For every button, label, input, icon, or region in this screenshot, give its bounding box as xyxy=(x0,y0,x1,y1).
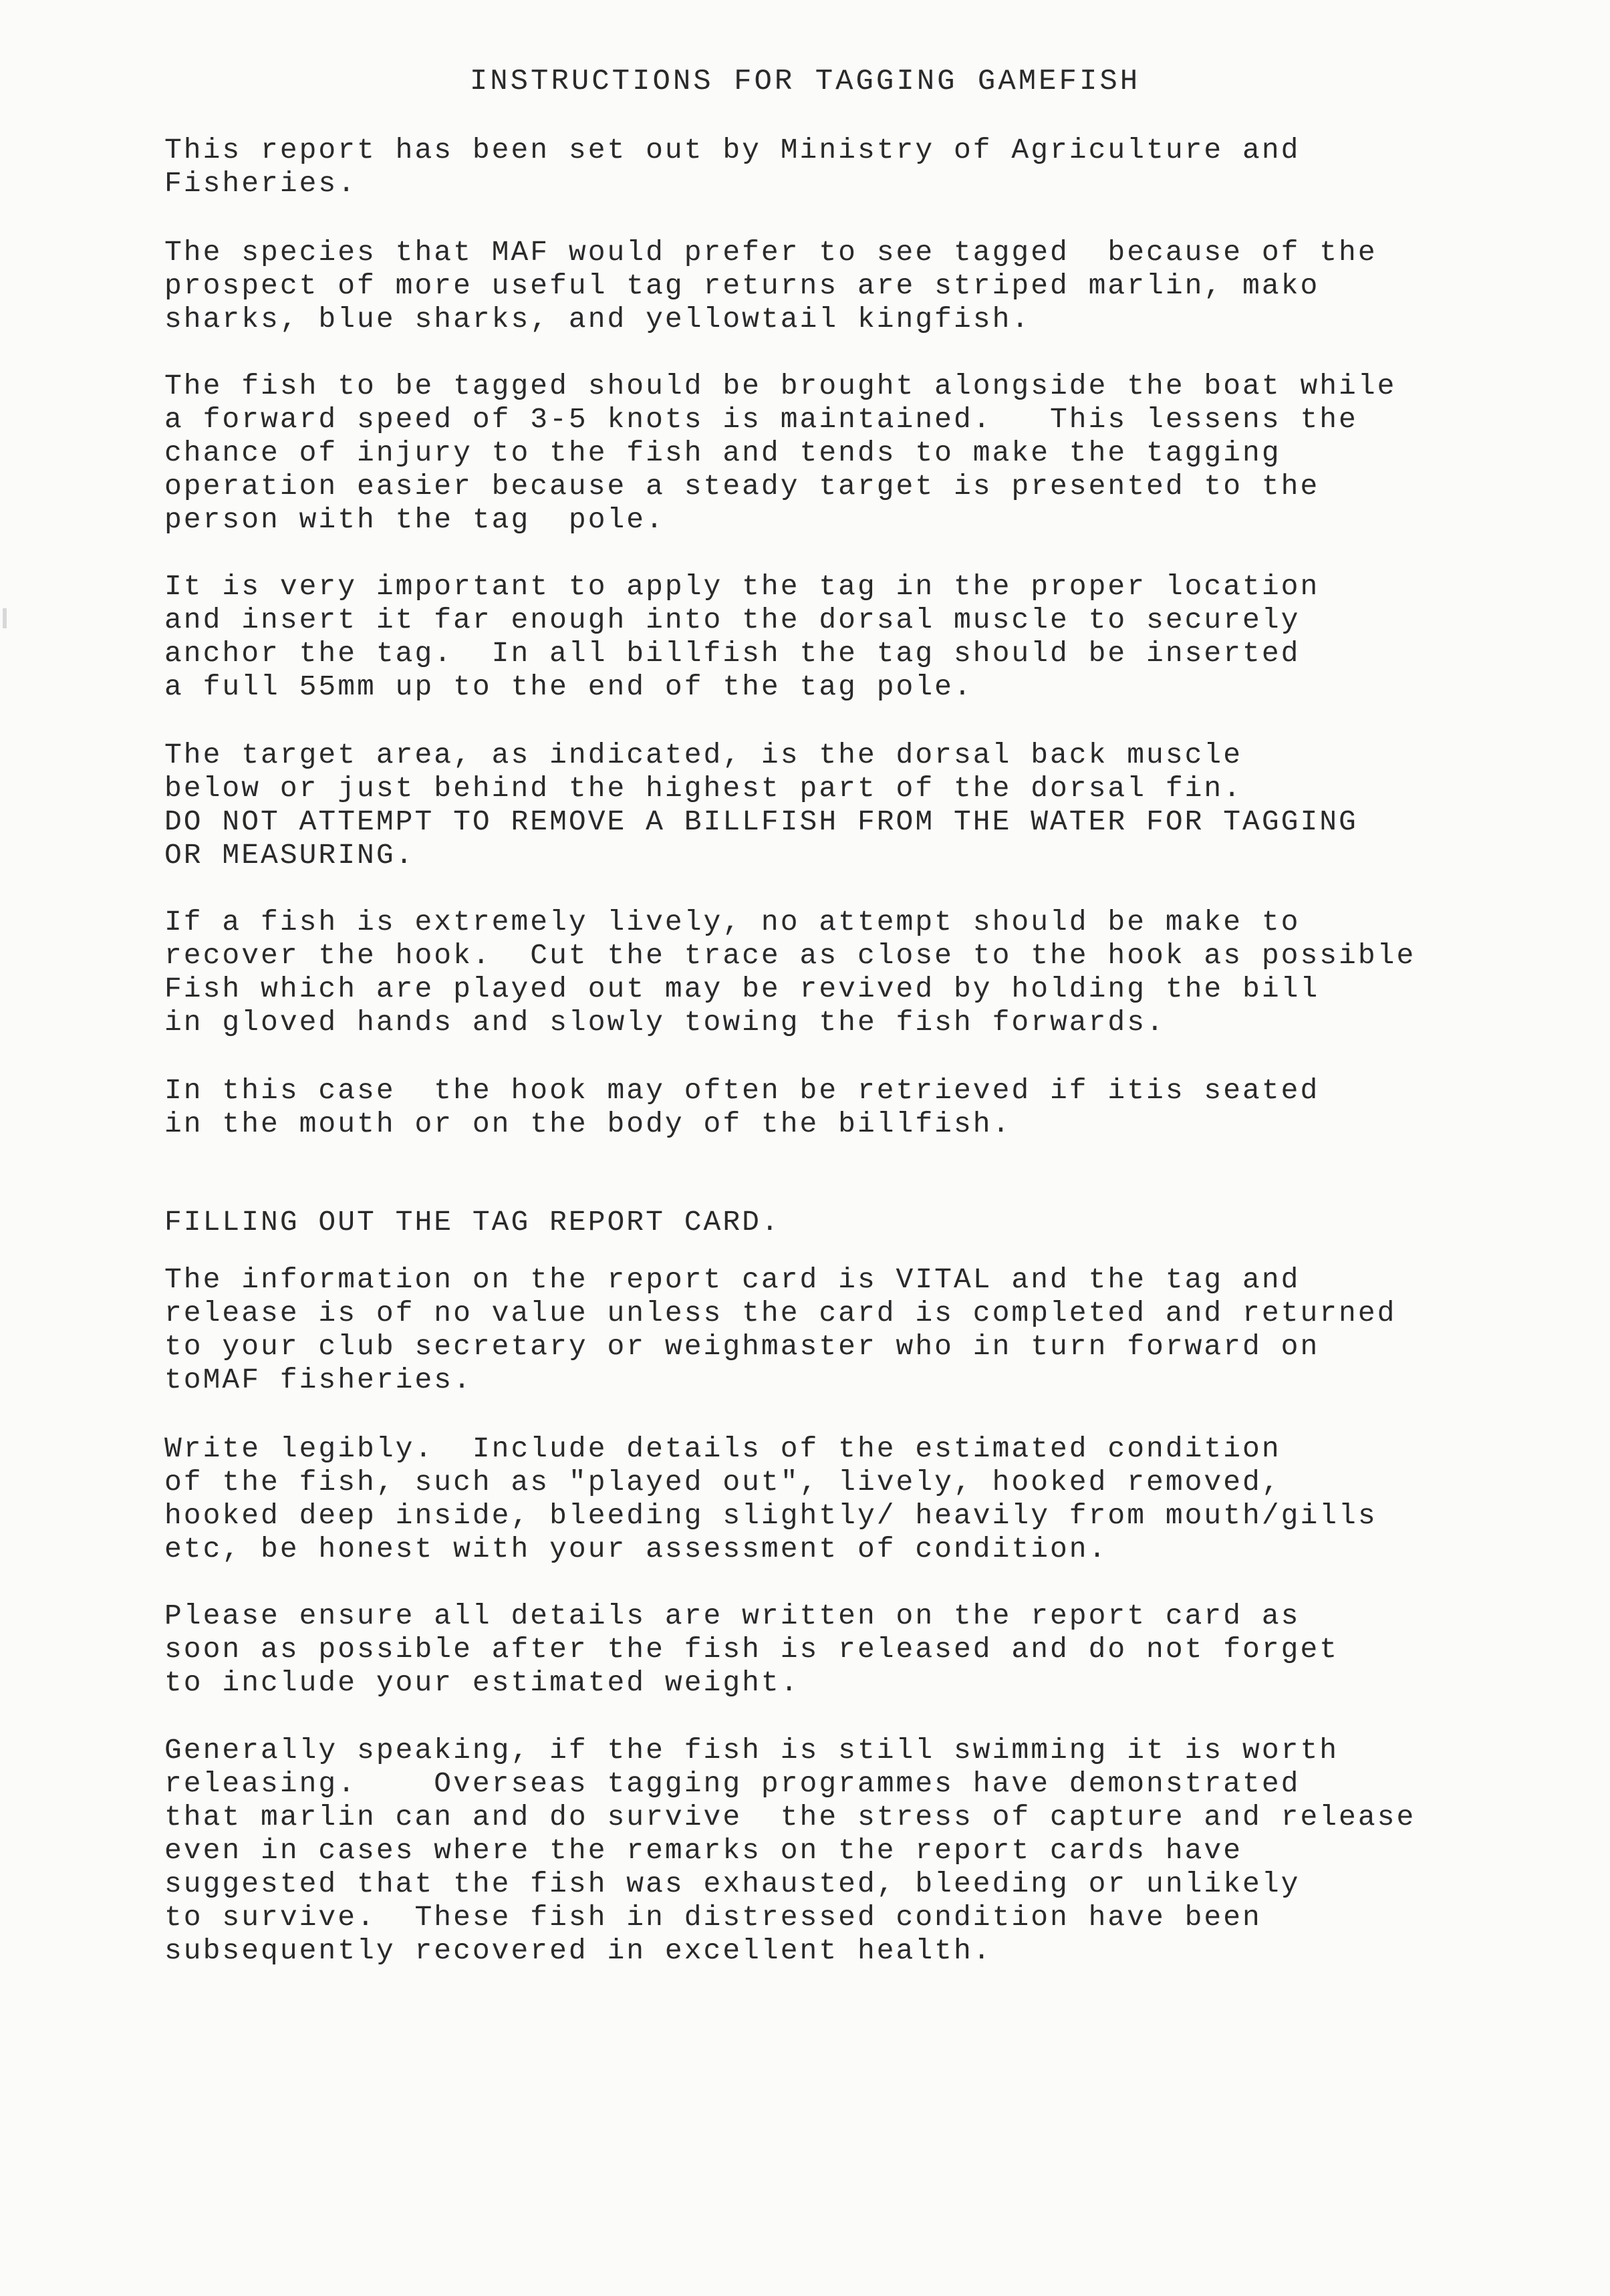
scan-speck xyxy=(3,608,7,628)
text-line: OR MEASURING. xyxy=(164,839,415,872)
text-line: The fish to be tagged should be brought alongside the boat while xyxy=(164,370,1397,402)
text-line: The target area, as indicated, is the dorsal back muscle xyxy=(164,739,1243,771)
text-line: in gloved hands and slowly towing the fish forwards. xyxy=(164,1006,1166,1039)
text-line: sharks, blue sharks, and yellowtail kingfish. xyxy=(164,303,1031,336)
text-line: If a fish is extremely lively, no attempt should be make to xyxy=(164,906,1301,938)
text-line: and insert it far enough into the dorsal muscle to securely xyxy=(164,604,1301,636)
text-line: In this case the hook may often be retrieved if itis seated xyxy=(164,1074,1320,1107)
paragraph-ensure-details xyxy=(164,1600,1501,1700)
text-line: recover the hook. Cut the trace as close to the hook as possible xyxy=(164,939,1416,972)
text-line: Fish which are played out may be revived by holding the bill xyxy=(164,973,1320,1005)
paragraph-boat-speed xyxy=(164,370,1501,537)
paragraph-hook-retrieval xyxy=(164,1074,1501,1141)
text-line: Please ensure all details are written on the report card as xyxy=(164,1600,1301,1632)
text-line: releasing. Overseas tagging programmes have demonstrated xyxy=(164,1767,1301,1800)
text-line: to include your estimated weight. xyxy=(164,1666,800,1699)
paragraph-write-legibly xyxy=(164,1432,1501,1566)
text-line: DO NOT ATTEMPT TO REMOVE A BILLFISH FROM THE WATER FOR TAGGING xyxy=(164,805,1358,838)
text-line: in the mouth or on the body of the billfish. xyxy=(164,1108,1012,1140)
text-line: to survive. These fish in distressed condition have been xyxy=(164,1901,1262,1934)
text-line: hooked deep inside, bleeding slightly/ heavily from mouth/gills xyxy=(164,1499,1377,1532)
paragraph-report-card xyxy=(164,1263,1501,1397)
paragraph-survival xyxy=(164,1734,1501,1968)
text-line: person with the tag pole. xyxy=(164,503,665,536)
text-line: soon as possible after the fish is released and do not forget xyxy=(164,1633,1339,1666)
text-line: below or just behind the highest part of the dorsal fin. xyxy=(164,772,1243,805)
text-line: operation easier because a steady target is presented to the xyxy=(164,470,1320,503)
text-line: anchor the tag. In all billfish the tag should be inserted xyxy=(164,637,1301,670)
text-line: The information on the report card is VITAL and the tag and xyxy=(164,1263,1301,1296)
text-line: prospect of more useful tag returns are striped marlin, mako xyxy=(164,269,1320,302)
text-line: a full 55mm up to the end of the tag pole. xyxy=(164,670,973,703)
text-line: a forward speed of 3-5 knots is maintained. This lessens the xyxy=(164,403,1358,436)
text-line: of the fish, such as "played out", lively, hooked removed, xyxy=(164,1466,1281,1499)
text-line: suggested that the fish was exhausted, bleeding or unlikely xyxy=(164,1868,1301,1900)
paragraph-tag-location xyxy=(164,570,1501,704)
paragraph-intro xyxy=(164,134,1501,201)
text-line: subsequently recovered in excellent health. xyxy=(164,1934,992,1967)
paragraph-target-area xyxy=(164,739,1501,872)
page-title: INSTRUCTIONS FOR TAGGING GAMEFISH xyxy=(469,65,1141,98)
text-line: This report has been set out by Ministry of Agriculture and xyxy=(164,134,1301,166)
text-line: etc, be honest with your assessment of condition. xyxy=(164,1533,1108,1565)
text-line: that marlin can and do survive the stress of capture and release xyxy=(164,1801,1416,1833)
text-line: Generally speaking, if the fish is still swimming it is worth xyxy=(164,1734,1339,1767)
text-line: It is very important to apply the tag in the proper location xyxy=(164,570,1320,603)
paragraph-lively-fish xyxy=(164,906,1501,1039)
text-line: to your club secretary or weighmaster who in turn forward on xyxy=(164,1330,1320,1363)
text-line: Fisheries. xyxy=(164,167,358,200)
text-line: release is of no value unless the card is completed and returned xyxy=(164,1297,1397,1329)
text-line: even in cases where the remarks on the report cards have xyxy=(164,1834,1243,1867)
section-heading: FILLING OUT THE TAG REPORT CARD. xyxy=(164,1206,781,1239)
text-line: The species that MAF would prefer to see tagged because of the xyxy=(164,236,1377,269)
text-line: toMAF fisheries. xyxy=(164,1364,473,1396)
text-line: chance of injury to the fish and tends to make the tagging xyxy=(164,436,1281,469)
text-line: Write legibly. Include details of the estimated condition xyxy=(164,1432,1281,1465)
paragraph-species xyxy=(164,236,1501,336)
